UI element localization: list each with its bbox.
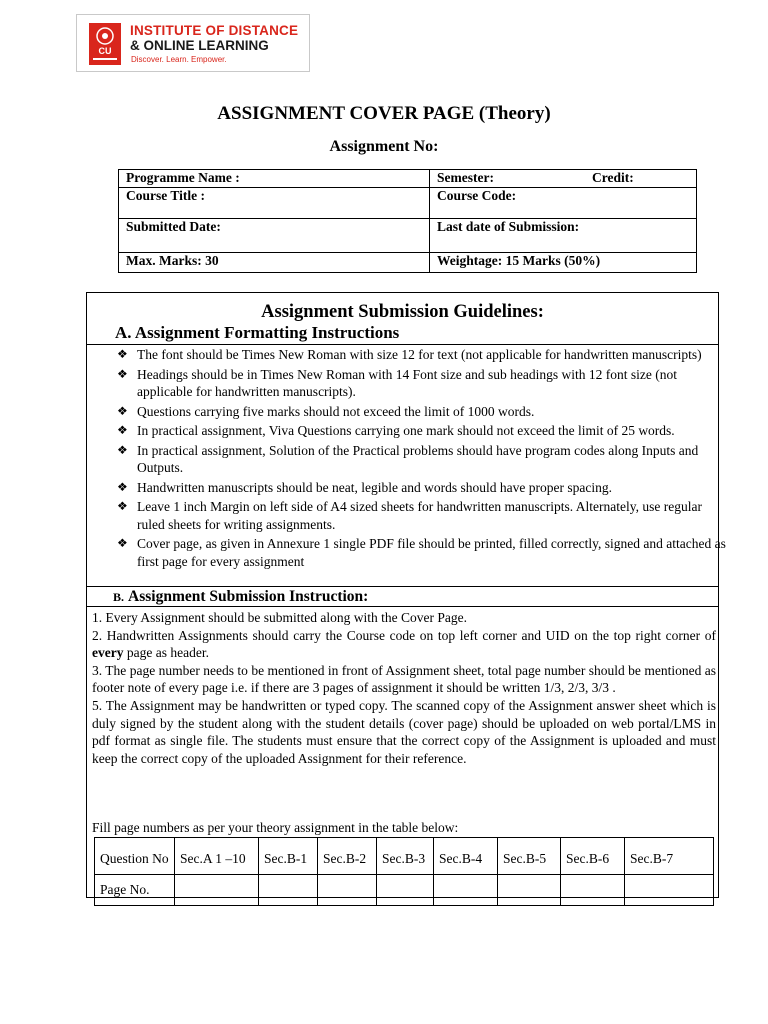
- section-b-title: Assignment Submission Instruction:: [128, 588, 369, 605]
- logo-line-1: INSTITUTE OF DISTANCE: [130, 23, 299, 38]
- list-item: [115, 498, 735, 533]
- bullet-text: In practical assignment, Solution of the Practical problems should have program codes along Inputs and Outputs.: [137, 442, 699, 475]
- instruction-1: 1. Every Assignment should be submitted along with the Cover Page.: [92, 610, 467, 625]
- logo-line-2: & ONLINE LEARNING: [130, 38, 269, 53]
- diamond-bullet-icon: ❖: [117, 366, 128, 381]
- fill-page-numbers-note: Fill page numbers as per your theory assignment in the table below:: [92, 820, 459, 835]
- instruction-2-text: 2. Handwritten Assignments should carry the Course code on top left corner and UID on the top right corner of: [92, 627, 716, 643]
- submitted-date-cell[interactable]: [119, 219, 430, 253]
- page-title: ASSIGNMENT COVER PAGE (Theory): [217, 103, 551, 124]
- weightage-label: Weightage: 15 Marks (50%): [437, 253, 601, 268]
- diamond-bullet-icon: ❖: [117, 499, 128, 513]
- bullet-text: Cover page, as given in Annexure 1 single PDF file should be printed, filled correctly, signed and attached as first page for every assignment: [137, 536, 726, 569]
- page-no-cell-sec-b3[interactable]: [377, 875, 434, 906]
- logo-tagline: Discover. Learn. Empower.: [131, 55, 227, 64]
- header-sec-b1: Sec.B-1: [259, 838, 318, 875]
- header-sec-b4: Sec.B-4: [434, 838, 498, 875]
- list-item: [115, 535, 735, 570]
- diamond-bullet-icon: ❖: [117, 536, 128, 550]
- cover-info-table: [118, 169, 697, 273]
- assignment-number-label: Assignment No:: [329, 138, 439, 155]
- weightage-cell: [430, 253, 697, 273]
- header-sec-a: Sec.A 1 –10: [175, 838, 259, 875]
- diamond-bullet-icon: ❖: [117, 423, 128, 437]
- programme-name-label: Programme Name :: [126, 170, 240, 185]
- page-no-cell-sec-a[interactable]: [175, 875, 259, 906]
- diamond-bullet-icon: ❖: [117, 442, 128, 457]
- diamond-bullet-icon: ❖: [117, 479, 128, 494]
- course-code-cell[interactable]: [430, 188, 697, 219]
- credit-label: Credit:: [591, 170, 634, 185]
- last-date-label: Last date of Submission:: [437, 219, 580, 234]
- instruction-2: [92, 627, 716, 662]
- page-no-cell-sec-b5[interactable]: [498, 875, 561, 906]
- bullet-text: Questions carrying five marks should not exceed the limit of 1000 words.: [137, 403, 535, 419]
- divider: [87, 344, 718, 345]
- instruction-3: 3. The page number needs to be mentioned in front of Assignment sheet, total page number should be mentioned as footer note of every page i.e. if there are 3 pages of assignment it should be written 1/3, 2/3, 3/3 .: [92, 662, 716, 696]
- instruction-2-emphasis: every: [92, 645, 124, 661]
- header-sec-b5: Sec.B-5: [498, 838, 561, 875]
- page-number-table: [94, 837, 714, 906]
- list-item: [115, 479, 735, 497]
- list-item: [115, 366, 735, 401]
- submission-instructions: [92, 609, 716, 767]
- bullet-text: Leave 1 inch Margin on left side of A4 sized sheets for handwritten manuscripts. Alternately, use regular ruled sheets for writing assignments.: [137, 499, 702, 532]
- semester-label: Semester:: [437, 170, 494, 185]
- list-item: [115, 442, 735, 477]
- formatting-instructions-list: [115, 346, 735, 572]
- bullet-text: Headings should be in Times New Roman with 14 Font size and sub headings with 12 font size (not applicable for handwritten manuscripts).: [137, 366, 677, 399]
- guidelines-title: Assignment Submission Guidelines:: [261, 302, 544, 322]
- page-no-cell-sec-b2[interactable]: [318, 875, 377, 906]
- emblem-text: CU: [98, 46, 112, 56]
- institute-logo: [76, 14, 310, 72]
- bullet-text: In practical assignment, Viva Questions carrying one mark should not exceed the limit of 25 words.: [137, 423, 675, 438]
- programme-name-cell[interactable]: [119, 170, 430, 188]
- header-sec-b6: Sec.B-6: [561, 838, 625, 875]
- section-b-heading: [113, 588, 368, 606]
- section-b-letter: B.: [113, 590, 125, 604]
- submission-guidelines-box: [86, 292, 726, 898]
- page-no-cell-sec-b6[interactable]: [561, 875, 625, 906]
- list-item: [115, 346, 735, 364]
- list-item: [115, 403, 735, 421]
- diamond-bullet-icon: ❖: [117, 347, 128, 361]
- page-no-label: Page No.: [95, 875, 175, 906]
- max-marks-cell: [119, 253, 430, 273]
- page-no-cell-sec-b7[interactable]: [625, 875, 714, 906]
- submitted-date-label: Submitted Date:: [126, 219, 221, 234]
- diamond-bullet-icon: ❖: [117, 403, 128, 418]
- header-sec-b7: Sec.B-7: [625, 838, 714, 875]
- page-no-cell-sec-b4[interactable]: [434, 875, 498, 906]
- divider: [87, 586, 718, 587]
- course-title-cell[interactable]: [119, 188, 430, 219]
- header-sec-b2: Sec.B-2: [318, 838, 377, 875]
- header-question-no: Question No: [95, 838, 175, 875]
- university-emblem-icon: [89, 23, 121, 65]
- course-title-label: Course Title :: [126, 188, 205, 203]
- last-date-cell[interactable]: [430, 219, 697, 253]
- page-no-cell-sec-b1[interactable]: [259, 875, 318, 906]
- max-marks-label: Max. Marks: 30: [126, 253, 219, 268]
- list-item: [115, 422, 735, 440]
- semester-credit-cell[interactable]: [430, 170, 697, 188]
- bullet-text: The font should be Times New Roman with size 12 for text (not applicable for handwritten manuscripts): [137, 347, 702, 362]
- instruction-5: 5. The Assignment may be handwritten or typed copy. The scanned copy of the Assignment answer sheet which is duly signed by the student along with the student details (cover page) should be uploaded on web portal/LMS in pdf format as single file. The students must ensure that the correct copy of the Assignment is uploaded and must keep the correct copy of the uploaded Assignment for their reference.: [92, 697, 716, 766]
- course-code-label: Course Code:: [437, 188, 517, 203]
- header-sec-b3: Sec.B-3: [377, 838, 434, 875]
- divider: [87, 606, 718, 607]
- instruction-2-text-end: page as header.: [123, 645, 209, 661]
- bullet-text: Handwritten manuscripts should be neat, legible and words should have proper spacing.: [137, 479, 613, 495]
- section-a-heading: A. Assignment Formatting Instructions: [115, 323, 400, 342]
